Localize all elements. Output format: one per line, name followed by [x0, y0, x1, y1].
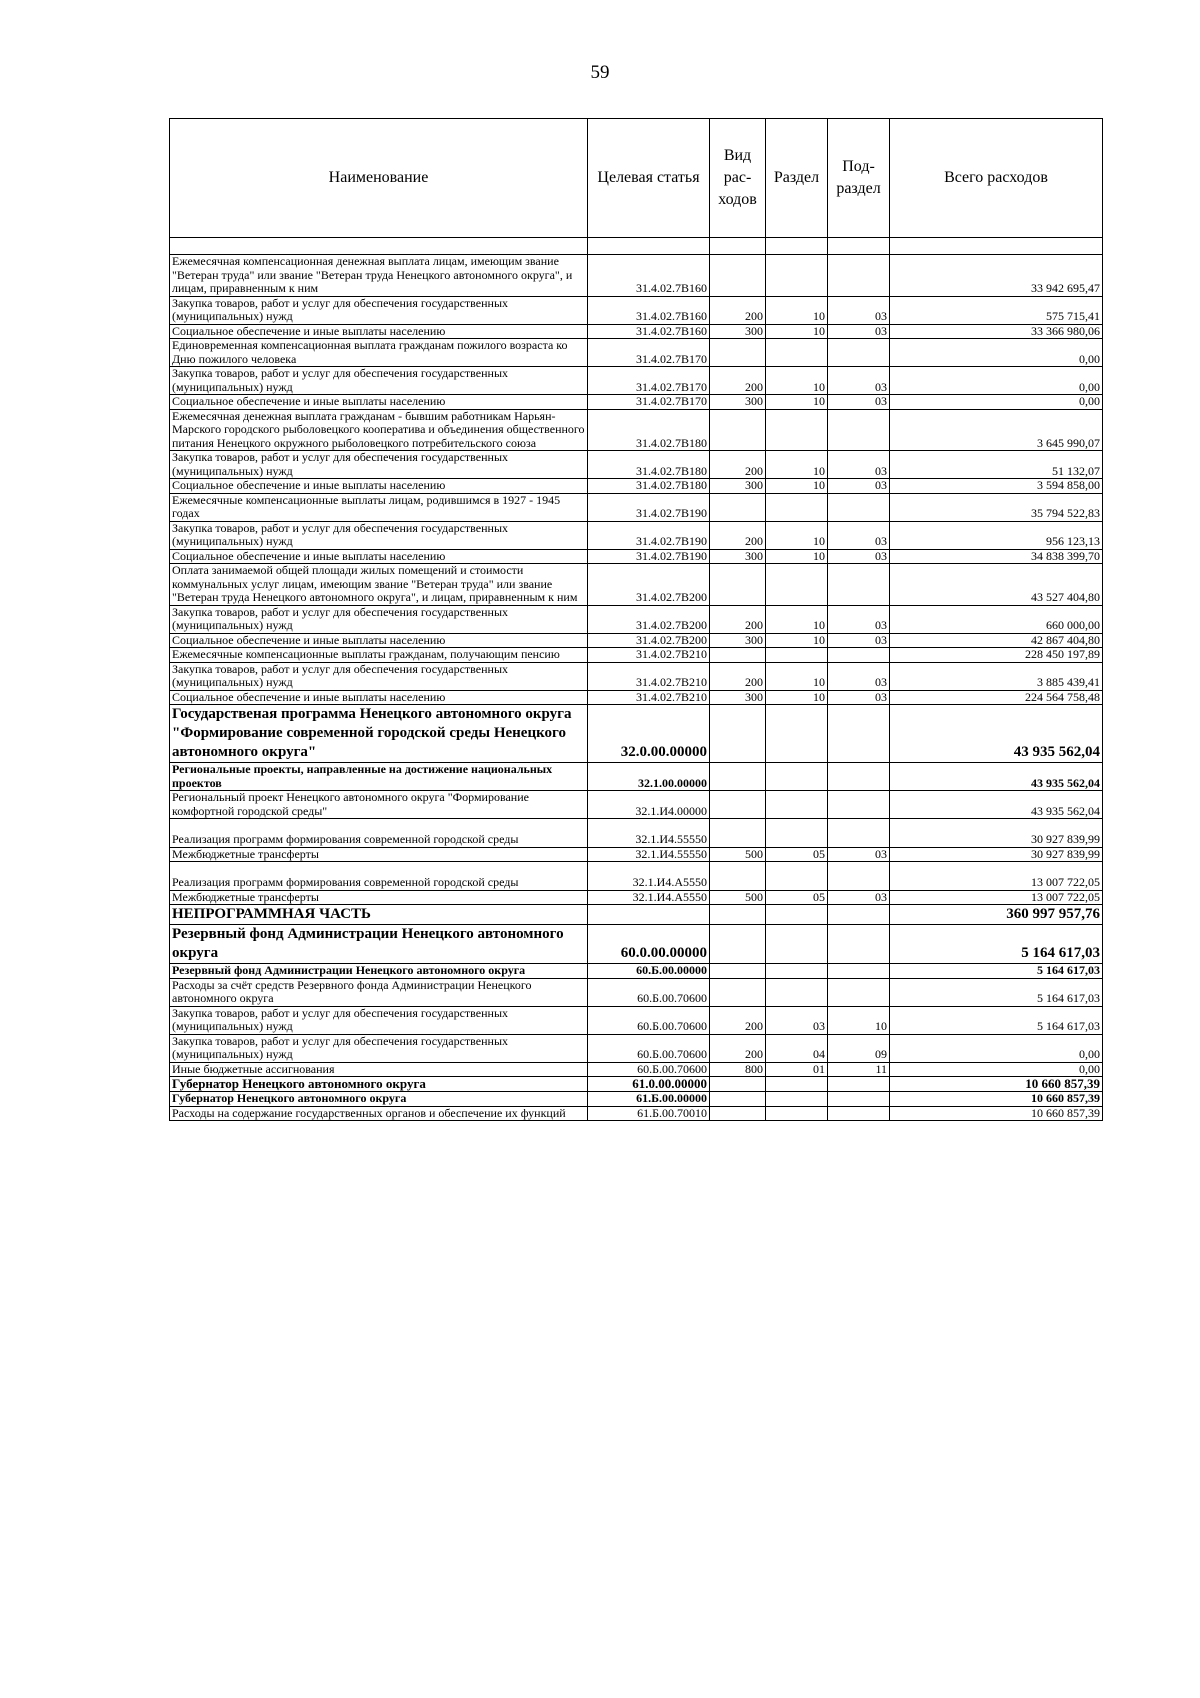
- table-row: [170, 662, 1103, 690]
- row-subsection-cell: [828, 862, 890, 891]
- row-subsection-cell: [828, 978, 890, 1006]
- row-section-cell: [766, 493, 828, 521]
- row-kind-cell: 500: [710, 890, 766, 905]
- row-kind-cell: [710, 705, 766, 763]
- row-total-cell: 13 007 722,05: [890, 862, 1103, 891]
- table-row: [170, 1106, 1103, 1121]
- row-target-cell: 32.1.И4.55550: [588, 847, 710, 862]
- page-number: 59: [590, 62, 610, 83]
- header-name: Наименование: [170, 119, 588, 238]
- row-section-cell: 05: [766, 847, 828, 862]
- row-target-cell: 60.Б.00.00000: [588, 964, 710, 979]
- row-kind-cell: 200: [710, 367, 766, 395]
- row-total-cell: 0,00: [890, 1034, 1103, 1062]
- row-kind-cell: 300: [710, 324, 766, 339]
- row-name-cell: Расходы на содержание государственных органов и обеспечение их функций: [170, 1106, 588, 1121]
- row-target-cell: 31.4.02.7В190: [588, 521, 710, 549]
- row-name-cell: Закупка товаров, работ и услуг для обеспечения государственных (муниципальных) нужд: [170, 521, 588, 549]
- row-target-cell: 31.4.02.7В160: [588, 296, 710, 324]
- row-name-cell: Региональный проект Ненецкого автономного округа "Формирование комфортной городской среды": [170, 791, 588, 819]
- row-total-cell: 43 935 562,04: [890, 705, 1103, 763]
- row-kind-cell: [710, 564, 766, 606]
- row-section-cell: 10: [766, 633, 828, 648]
- header-subsection: Под- раздел: [828, 119, 890, 238]
- row-subsection-cell: [828, 763, 890, 791]
- row-name-cell: Закупка товаров, работ и услуг для обеспечения государственных (муниципальных) нужд: [170, 662, 588, 690]
- row-total-cell: 0,00: [890, 339, 1103, 367]
- row-kind-cell: 200: [710, 1006, 766, 1034]
- row-kind-cell: 200: [710, 1034, 766, 1062]
- row-kind-cell: 800: [710, 1062, 766, 1077]
- row-name-cell: Межбюджетные трансферты: [170, 847, 588, 862]
- row-name-cell: Закупка товаров, работ и услуг для обеспечения государственных (муниципальных) нужд: [170, 1006, 588, 1034]
- row-section-cell: [766, 791, 828, 819]
- row-target-cell: 60.Б.00.70600: [588, 1034, 710, 1062]
- row-subsection-cell: [828, 339, 890, 367]
- table-row: [170, 1077, 1103, 1092]
- row-name-cell: Закупка товаров, работ и услуг для обеспечения государственных (муниципальных) нужд: [170, 367, 588, 395]
- row-section-cell: [766, 905, 828, 925]
- table-row: [170, 395, 1103, 410]
- row-section-cell: 10: [766, 605, 828, 633]
- table-row: [170, 367, 1103, 395]
- table-row: [170, 890, 1103, 905]
- row-name-cell: Резервный фонд Администрации Ненецкого автономного округа: [170, 964, 588, 979]
- row-section-cell: 10: [766, 690, 828, 705]
- row-section-cell: 10: [766, 395, 828, 410]
- row-total-cell: 5 164 617,03: [890, 925, 1103, 964]
- table-row: [170, 964, 1103, 979]
- row-total-cell: 10 660 857,39: [890, 1106, 1103, 1121]
- row-kind-cell: 300: [710, 479, 766, 494]
- row-name-cell: Губернатор Ненецкого автономного округа: [170, 1077, 588, 1092]
- row-name-cell: Ежемесячные компенсационные выплаты лицам, родившимся в 1927 - 1945 годах: [170, 493, 588, 521]
- row-subsection-cell: 03: [828, 847, 890, 862]
- header-target: Целевая статья: [588, 119, 710, 238]
- table-row: [170, 648, 1103, 663]
- row-section-cell: [766, 862, 828, 891]
- row-subsection-cell: 03: [828, 296, 890, 324]
- row-total-cell: 956 123,13: [890, 521, 1103, 549]
- row-subsection-cell: [828, 493, 890, 521]
- row-section-cell: 10: [766, 451, 828, 479]
- row-name-cell: Закупка товаров, работ и услуг для обеспечения государственных (муниципальных) нужд: [170, 605, 588, 633]
- table-row: [170, 549, 1103, 564]
- row-target-cell: 31.4.02.7В180: [588, 479, 710, 494]
- row-section-cell: 10: [766, 521, 828, 549]
- row-total-cell: 5 164 617,03: [890, 1006, 1103, 1034]
- table-row: [170, 862, 1103, 891]
- row-total-cell: 3 885 439,41: [890, 662, 1103, 690]
- row-section-cell: [766, 978, 828, 1006]
- table-row: [170, 1092, 1103, 1107]
- row-name-cell: Иные бюджетные ассигнования: [170, 1062, 588, 1077]
- row-kind-cell: [710, 964, 766, 979]
- row-target-cell: 31.4.02.7В170: [588, 367, 710, 395]
- row-kind-cell: [710, 862, 766, 891]
- row-section-cell: [766, 819, 828, 848]
- row-subsection-cell: 11: [828, 1062, 890, 1077]
- row-target-cell: 61.0.00.00000: [588, 1077, 710, 1092]
- row-kind-cell: [710, 648, 766, 663]
- row-subsection-cell: 03: [828, 395, 890, 410]
- row-subsection-cell: 10: [828, 1006, 890, 1034]
- row-total-cell: 30 927 839,99: [890, 847, 1103, 862]
- row-name-cell: Ежемесячная денежная выплата гражданам - бывшим работникам Нарьян-Марского городского рыболовецкого кооператива и объединения общественного питания Ненецкого окружного рыболовецкого потребительского союза: [170, 409, 588, 451]
- row-subsection-cell: 03: [828, 890, 890, 905]
- row-total-cell: 660 000,00: [890, 605, 1103, 633]
- row-name-cell: Оплата занимаемой общей площади жилых помещений и стоимости коммунальных услуг лицам, имеющим звание "Ветеран труда" или звание "Ветеран труда Ненецкого автономного округа", и лицам, приравненным к ним: [170, 564, 588, 606]
- row-target-cell: 32.1.И4.55550: [588, 819, 710, 848]
- row-section-cell: [766, 1106, 828, 1121]
- row-subsection-cell: 03: [828, 324, 890, 339]
- table-row: [170, 978, 1103, 1006]
- row-subsection-cell: 03: [828, 451, 890, 479]
- row-total-cell: 33 366 980,06: [890, 324, 1103, 339]
- row-kind-cell: [710, 255, 766, 297]
- row-target-cell: 60.0.00.00000: [588, 925, 710, 964]
- row-section-cell: 10: [766, 549, 828, 564]
- row-kind-cell: 200: [710, 451, 766, 479]
- row-subsection-cell: [828, 409, 890, 451]
- row-target-cell: 31.4.02.7В160: [588, 324, 710, 339]
- row-total-cell: 35 794 522,83: [890, 493, 1103, 521]
- header-gap-row: [170, 238, 1103, 255]
- row-kind-cell: 300: [710, 633, 766, 648]
- row-kind-cell: [710, 925, 766, 964]
- row-target-cell: 31.4.02.7В170: [588, 339, 710, 367]
- row-kind-cell: 200: [710, 296, 766, 324]
- row-total-cell: 575 715,41: [890, 296, 1103, 324]
- row-total-cell: 43 527 404,80: [890, 564, 1103, 606]
- row-target-cell: 32.1.И4.А5550: [588, 862, 710, 891]
- row-total-cell: 0,00: [890, 1062, 1103, 1077]
- row-target-cell: 31.4.02.7В210: [588, 690, 710, 705]
- row-kind-cell: [710, 1077, 766, 1092]
- table-body: [170, 255, 1103, 1121]
- row-section-cell: 10: [766, 367, 828, 395]
- row-target-cell: 32.0.00.00000: [588, 705, 710, 763]
- row-section-cell: 10: [766, 324, 828, 339]
- row-name-cell: Закупка товаров, работ и услуг для обеспечения государственных (муниципальных) нужд: [170, 296, 588, 324]
- row-target-cell: 60.Б.00.70600: [588, 1062, 710, 1077]
- row-section-cell: 10: [766, 479, 828, 494]
- row-subsection-cell: [828, 1077, 890, 1092]
- row-section-cell: [766, 925, 828, 964]
- table-row: [170, 690, 1103, 705]
- table-row: [170, 605, 1103, 633]
- row-target-cell: 31.4.02.7В170: [588, 395, 710, 410]
- row-subsection-cell: 03: [828, 633, 890, 648]
- row-total-cell: 5 164 617,03: [890, 978, 1103, 1006]
- row-kind-cell: [710, 791, 766, 819]
- table-row: [170, 925, 1103, 964]
- table-row: [170, 633, 1103, 648]
- row-subsection-cell: 03: [828, 479, 890, 494]
- row-total-cell: 51 132,07: [890, 451, 1103, 479]
- row-kind-cell: 300: [710, 549, 766, 564]
- row-kind-cell: 300: [710, 690, 766, 705]
- row-total-cell: 0,00: [890, 395, 1103, 410]
- row-total-cell: 43 935 562,04: [890, 791, 1103, 819]
- row-kind-cell: 200: [710, 605, 766, 633]
- row-subsection-cell: 03: [828, 549, 890, 564]
- row-section-cell: 10: [766, 296, 828, 324]
- row-section-cell: 05: [766, 890, 828, 905]
- table-row: [170, 705, 1103, 763]
- row-kind-cell: 300: [710, 395, 766, 410]
- row-subsection-cell: 03: [828, 690, 890, 705]
- table-row: [170, 905, 1103, 925]
- budget-table: [169, 118, 1103, 1121]
- row-kind-cell: [710, 1106, 766, 1121]
- row-section-cell: 10: [766, 662, 828, 690]
- row-kind-cell: [710, 339, 766, 367]
- row-subsection-cell: [828, 791, 890, 819]
- row-name-cell: Расходы за счёт средств Резервного фонда Администрации Ненецкого автономного округа: [170, 978, 588, 1006]
- row-name-cell: Ежемесячная компенсационная денежная выплата лицам, имеющим звание "Ветеран труда" или звание "Ветеран труда Ненецкого автономного округа", и лицам, приравненным к ним: [170, 255, 588, 297]
- header-section: Раздел: [766, 119, 828, 238]
- header-kind: Вид рас- ходов: [710, 119, 766, 238]
- row-name-cell: Губернатор Ненецкого автономного округа: [170, 1092, 588, 1107]
- row-section-cell: 03: [766, 1006, 828, 1034]
- table-row: [170, 791, 1103, 819]
- table-row: [170, 324, 1103, 339]
- row-subsection-cell: 03: [828, 605, 890, 633]
- row-name-cell: Ежемесячные компенсационные выплаты гражданам, получающим пенсию: [170, 648, 588, 663]
- table-row: [170, 1034, 1103, 1062]
- table-row: [170, 255, 1103, 297]
- row-total-cell: 13 007 722,05: [890, 890, 1103, 905]
- row-name-cell: Государственая программа Ненецкого автономного округа "Формирование современной городской среды Ненецкого автономного округа": [170, 705, 588, 763]
- row-section-cell: 04: [766, 1034, 828, 1062]
- row-section-cell: [766, 564, 828, 606]
- row-subsection-cell: 03: [828, 367, 890, 395]
- row-subsection-cell: 09: [828, 1034, 890, 1062]
- row-target-cell: 60.Б.00.70600: [588, 1006, 710, 1034]
- row-total-cell: 42 867 404,80: [890, 633, 1103, 648]
- row-target-cell: 31.4.02.7В200: [588, 605, 710, 633]
- row-name-cell: Закупка товаров, работ и услуг для обеспечения государственных (муниципальных) нужд: [170, 451, 588, 479]
- row-name-cell: НЕПРОГРАММНАЯ ЧАСТЬ: [170, 905, 588, 925]
- row-subsection-cell: [828, 255, 890, 297]
- row-total-cell: 43 935 562,04: [890, 763, 1103, 791]
- table-row: [170, 339, 1103, 367]
- row-kind-cell: [710, 1092, 766, 1107]
- table-row: [170, 451, 1103, 479]
- row-subsection-cell: [828, 564, 890, 606]
- row-name-cell: Резервный фонд Администрации Ненецкого автономного округа: [170, 925, 588, 964]
- row-target-cell: 32.1.И4.А5550: [588, 890, 710, 905]
- row-kind-cell: 200: [710, 521, 766, 549]
- row-name-cell: Социальное обеспечение и иные выплаты населению: [170, 633, 588, 648]
- row-total-cell: 360 997 957,76: [890, 905, 1103, 925]
- row-total-cell: 30 927 839,99: [890, 819, 1103, 848]
- row-target-cell: 32.1.00.00000: [588, 763, 710, 791]
- row-target-cell: 31.4.02.7В190: [588, 493, 710, 521]
- row-total-cell: 10 660 857,39: [890, 1092, 1103, 1107]
- row-target-cell: 31.4.02.7В200: [588, 633, 710, 648]
- table-row: [170, 1062, 1103, 1077]
- row-name-cell: Социальное обеспечение и иные выплаты населению: [170, 690, 588, 705]
- row-section-cell: [766, 255, 828, 297]
- row-total-cell: 228 450 197,89: [890, 648, 1103, 663]
- table-row: [170, 409, 1103, 451]
- row-section-cell: [766, 409, 828, 451]
- row-kind-cell: [710, 978, 766, 1006]
- row-target-cell: 31.4.02.7В210: [588, 648, 710, 663]
- row-target-cell: 60.Б.00.70600: [588, 978, 710, 1006]
- row-kind-cell: [710, 409, 766, 451]
- row-section-cell: [766, 648, 828, 663]
- row-total-cell: 33 942 695,47: [890, 255, 1103, 297]
- row-total-cell: 10 660 857,39: [890, 1077, 1103, 1092]
- row-section-cell: [766, 1077, 828, 1092]
- row-kind-cell: [710, 763, 766, 791]
- row-subsection-cell: [828, 964, 890, 979]
- table-row: [170, 847, 1103, 862]
- row-total-cell: 3 645 990,07: [890, 409, 1103, 451]
- row-subsection-cell: [828, 648, 890, 663]
- row-section-cell: [766, 763, 828, 791]
- table-row: [170, 564, 1103, 606]
- row-target-cell: 61.Б.00.70010: [588, 1106, 710, 1121]
- row-name-cell: Единовременная компенсационная выплата гражданам пожилого возраста ко Дню пожилого человека: [170, 339, 588, 367]
- row-section-cell: 01: [766, 1062, 828, 1077]
- row-kind-cell: 200: [710, 662, 766, 690]
- row-total-cell: 5 164 617,03: [890, 964, 1103, 979]
- row-name-cell: Социальное обеспечение и иные выплаты населению: [170, 479, 588, 494]
- row-kind-cell: [710, 819, 766, 848]
- row-kind-cell: [710, 493, 766, 521]
- row-total-cell: 3 594 858,00: [890, 479, 1103, 494]
- row-name-cell: Реализация программ формирования современной городской среды: [170, 819, 588, 848]
- row-total-cell: 224 564 758,48: [890, 690, 1103, 705]
- row-target-cell: 31.4.02.7В210: [588, 662, 710, 690]
- row-target-cell: 31.4.02.7В200: [588, 564, 710, 606]
- table-row: [170, 479, 1103, 494]
- row-total-cell: 0,00: [890, 367, 1103, 395]
- row-total-cell: 34 838 399,70: [890, 549, 1103, 564]
- row-subsection-cell: [828, 819, 890, 848]
- row-section-cell: [766, 1092, 828, 1107]
- row-target-cell: 32.1.И4.00000: [588, 791, 710, 819]
- table-row: [170, 1006, 1103, 1034]
- row-name-cell: Социальное обеспечение и иные выплаты населению: [170, 549, 588, 564]
- row-name-cell: Социальное обеспечение и иные выплаты населению: [170, 395, 588, 410]
- row-section-cell: [766, 339, 828, 367]
- row-subsection-cell: 03: [828, 662, 890, 690]
- row-kind-cell: 500: [710, 847, 766, 862]
- table-row: [170, 819, 1103, 848]
- row-target-cell: 31.4.02.7В180: [588, 409, 710, 451]
- row-subsection-cell: [828, 905, 890, 925]
- row-target-cell: 31.4.02.7В180: [588, 451, 710, 479]
- row-name-cell: Межбюджетные трансферты: [170, 890, 588, 905]
- row-name-cell: Социальное обеспечение и иные выплаты населению: [170, 324, 588, 339]
- row-section-cell: [766, 964, 828, 979]
- row-target-cell: [588, 905, 710, 925]
- row-kind-cell: [710, 905, 766, 925]
- table-row: [170, 296, 1103, 324]
- row-target-cell: 31.4.02.7В190: [588, 549, 710, 564]
- row-name-cell: Региональные проекты, направленные на достижение национальных проектов: [170, 763, 588, 791]
- row-subsection-cell: [828, 1092, 890, 1107]
- row-target-cell: 61.Б.00.00000: [588, 1092, 710, 1107]
- row-subsection-cell: [828, 1106, 890, 1121]
- row-target-cell: 31.4.02.7В160: [588, 255, 710, 297]
- row-subsection-cell: [828, 925, 890, 964]
- table-header-row: [170, 119, 1103, 238]
- row-subsection-cell: [828, 705, 890, 763]
- row-name-cell: Реализация программ формирования современной городской среды: [170, 862, 588, 891]
- table-row: [170, 521, 1103, 549]
- row-name-cell: Закупка товаров, работ и услуг для обеспечения государственных (муниципальных) нужд: [170, 1034, 588, 1062]
- table-row: [170, 493, 1103, 521]
- header-total: Всего расходов: [890, 119, 1103, 238]
- row-subsection-cell: 03: [828, 521, 890, 549]
- table-row: [170, 763, 1103, 791]
- row-section-cell: [766, 705, 828, 763]
